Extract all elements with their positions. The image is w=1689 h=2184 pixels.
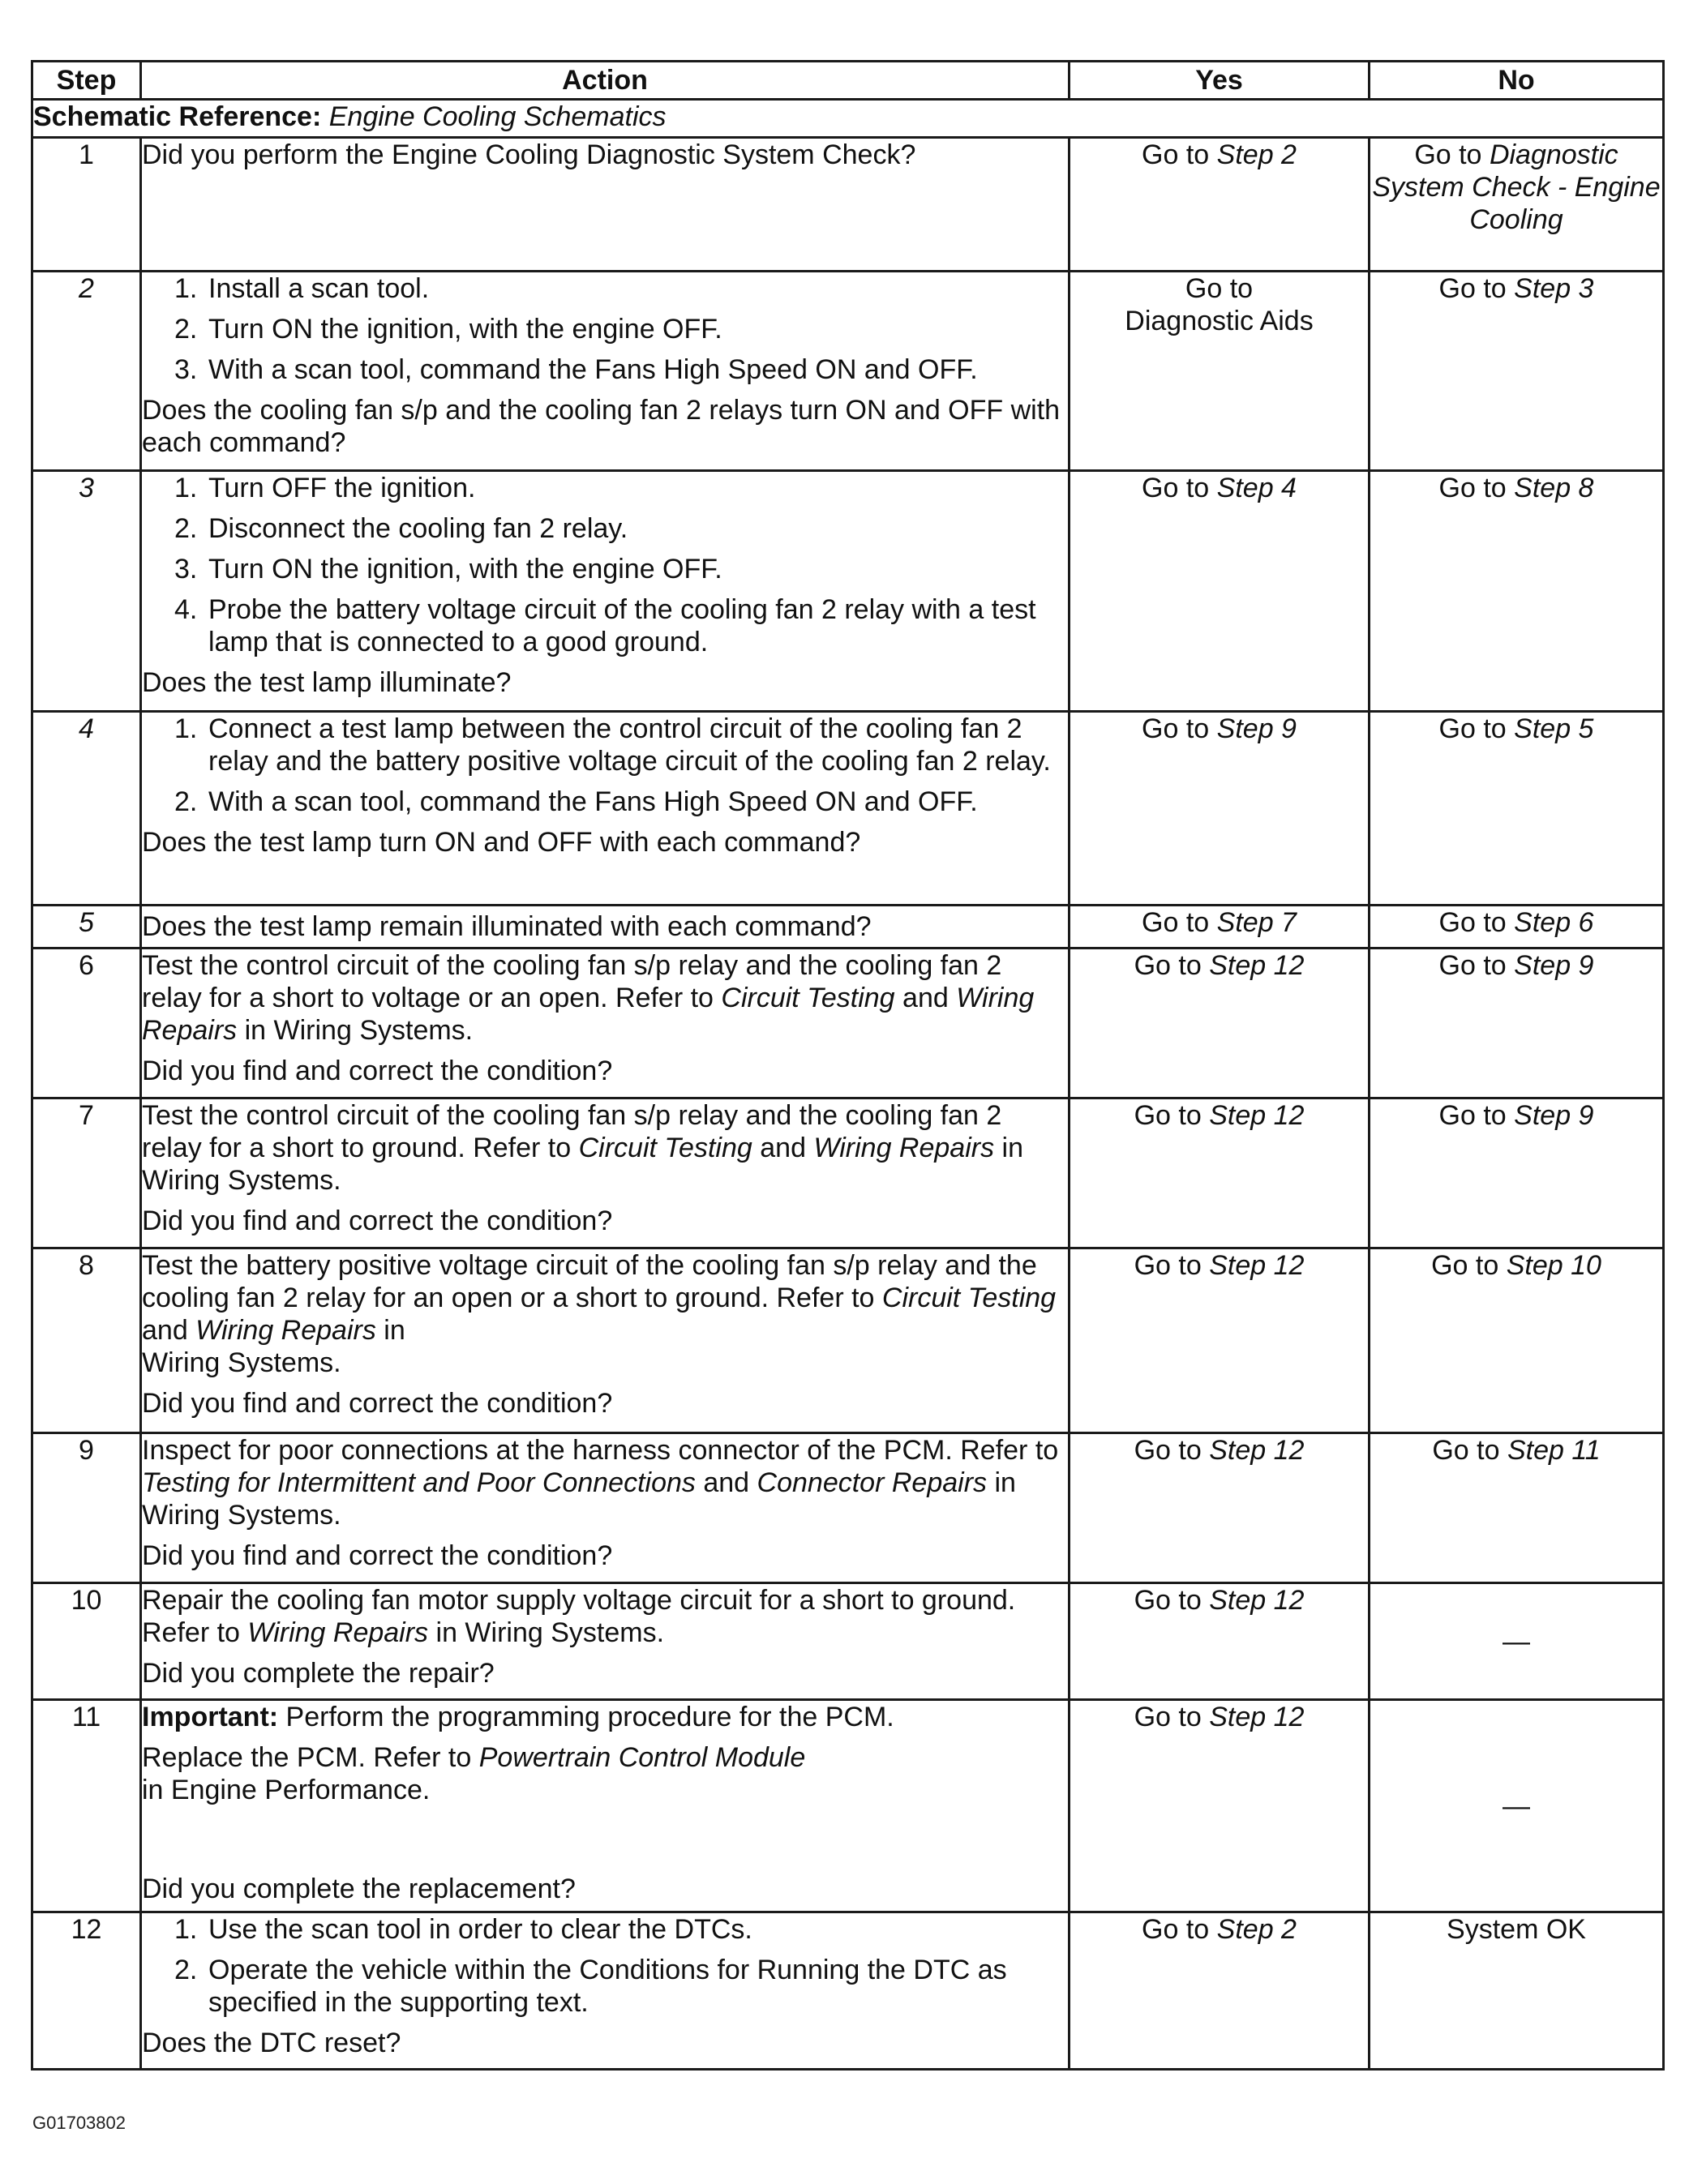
yes-cell: [1070, 1248, 1370, 1433]
list-item: 1. Connect a test lamp between the control circuit of the cooling fan 2 relay and the battery positive voltage circuit of the cooling fan 2 relay.: [174, 713, 1051, 777]
action-question: Did you complete the repair?: [142, 1658, 495, 1689]
header-row: [32, 62, 1664, 100]
action-cell: [141, 272, 1070, 471]
no-prefix: Go to: [1414, 139, 1482, 170]
no-cell: [1370, 272, 1664, 471]
action-cell: [141, 1700, 1070, 1912]
table-row-step-10: [32, 1583, 1664, 1700]
yes-prefix: Go to: [1142, 473, 1210, 503]
wiring-repairs-link[interactable]: Wiring Repairs: [195, 1315, 376, 1346]
yes-cell: [1070, 949, 1370, 1098]
yes-step-link[interactable]: Step 12: [1209, 1250, 1305, 1281]
yes-cell: [1070, 906, 1370, 949]
list-item: 2. Disconnect the cooling fan 2 relay.: [174, 513, 628, 544]
wiring-repairs-link[interactable]: Wiring Repairs: [247, 1617, 429, 1648]
table-row-step-9: [32, 1433, 1664, 1583]
action-question: Did you find and correct the condition?: [142, 1056, 613, 1086]
no-step-link[interactable]: Step 8: [1514, 473, 1594, 503]
action-instruction: Inspect for poor connections at the harness connector of the PCM. Refer to Testing for Intermittent and Poor Connections and Connector Repairs in Wiring Systems.: [142, 1435, 1059, 1531]
header-action: Action: [141, 62, 1070, 100]
yes-prefix: Go to: [1142, 907, 1210, 938]
list-item: 2. With a scan tool, command the Fans High Speed ON and OFF.: [174, 786, 978, 817]
yes-step-link[interactable]: Step 7: [1216, 907, 1297, 938]
schematic-reference: [32, 100, 1664, 138]
yes-step-link[interactable]: Step 2: [1216, 1914, 1297, 1945]
list-item: 2. Turn ON the ignition, with the engine OFF.: [174, 314, 722, 345]
step-number: 12: [32, 1912, 141, 2070]
diagnostic-table-wrapper: [31, 60, 1662, 2071]
table-row-step-2: [32, 272, 1664, 471]
action-cell: [141, 471, 1070, 712]
yes-cell: [1070, 272, 1370, 471]
instruction-list: [142, 713, 1068, 818]
no-prefix: Go to: [1438, 473, 1507, 503]
action-question: Did you complete the replacement?: [142, 1874, 576, 1904]
action-cell: [141, 1098, 1070, 1248]
circuit-testing-link[interactable]: Circuit Testing: [578, 1133, 752, 1163]
yes-cell: [1070, 1583, 1370, 1700]
step-number: 11: [32, 1700, 141, 1912]
yes-prefix: Go to: [1134, 1100, 1202, 1131]
step-number: 5: [32, 906, 141, 949]
action-question: Does the test lamp remain illuminated with each command?: [142, 911, 872, 942]
figure-id: G01703802: [32, 2113, 126, 2133]
no-cell: [1370, 949, 1664, 1098]
yes-cell: [1070, 1912, 1370, 2070]
action-cell: [141, 138, 1070, 272]
list-item: 3. Turn ON the ignition, with the engine OFF.: [174, 554, 722, 585]
action-question: Does the test lamp turn ON and OFF with each command?: [142, 827, 861, 858]
no-prefix: Go to: [1438, 950, 1507, 981]
step-number: 7: [32, 1098, 141, 1248]
yes-step-link[interactable]: Step 4: [1216, 473, 1297, 503]
no-step-link[interactable]: Step 9: [1514, 1100, 1594, 1131]
action-cell: [141, 906, 1070, 949]
no-cell: [1370, 1248, 1664, 1433]
action-cell: [141, 1912, 1070, 2070]
no-cell: —: [1370, 1583, 1664, 1700]
yes-step-link[interactable]: Step 12: [1209, 1585, 1305, 1616]
action-question: Does the test lamp illuminate?: [142, 667, 512, 698]
circuit-testing-link[interactable]: Circuit Testing: [881, 1283, 1057, 1313]
no-prefix: Go to: [1438, 273, 1507, 304]
action-instruction: Test the control circuit of the cooling fan s/p relay and the cooling fan 2 relay for a short to voltage or an open. Refer to Circuit Testing and Wiring Repairs in Wiring Systems.: [142, 950, 1035, 1046]
yes-diagnostic-aids-link[interactable]: Diagnostic Aids: [1125, 306, 1314, 336]
yes-prefix: Go to: [1134, 1435, 1202, 1466]
action-instruction: Test the control circuit of the cooling fan s/p relay and the cooling fan 2 relay for a short to ground. Refer to Circuit Testing and Wiring Repairs in Wiring Systems.: [142, 1100, 1024, 1196]
step-number: 9: [32, 1433, 141, 1583]
step-number: 4: [32, 712, 141, 906]
table-row-step-8: [32, 1248, 1664, 1433]
yes-prefix: Go to: [1134, 1585, 1202, 1616]
instruction-list: [142, 472, 1068, 658]
action-instruction: Replace the PCM. Refer to Powertrain Control Module in Engine Performance.: [142, 1742, 806, 1805]
action-cell: [141, 712, 1070, 906]
list-item: 1. Install a scan tool.: [174, 273, 430, 304]
action-instruction: Repair the cooling fan motor supply voltage circuit for a short to ground. Refer to Wiring Repairs in Wiring Systems.: [142, 1585, 1016, 1648]
header-no: No: [1370, 62, 1664, 100]
table-row-step-6: [32, 949, 1664, 1098]
table-row-step-3: [32, 471, 1664, 712]
yes-prefix: Go to: [1134, 1702, 1202, 1732]
no-cell: [1370, 1098, 1664, 1248]
action-cell: [141, 1583, 1070, 1700]
instruction-list: [142, 1913, 1068, 2019]
step-number: 6: [32, 949, 141, 1098]
circuit-testing-link[interactable]: Circuit Testing: [721, 983, 895, 1013]
powertrain-control-module-link[interactable]: Powertrain Control Module: [478, 1742, 806, 1773]
step-number: 8: [32, 1248, 141, 1433]
step-number: 1: [32, 138, 141, 272]
header-yes: Yes: [1070, 62, 1370, 100]
yes-step-link[interactable]: Step 12: [1209, 1435, 1305, 1466]
table-row-step-7: [32, 1098, 1664, 1248]
table-row-step-5: [32, 906, 1664, 949]
no-step-link[interactable]: Step 3: [1514, 273, 1594, 304]
no-step-link[interactable]: Step 5: [1514, 713, 1594, 744]
schematic-reference-row: [32, 100, 1664, 138]
list-item: 3. With a scan tool, command the Fans High Speed ON and OFF.: [174, 354, 978, 385]
action-question: Did you find and correct the condition?: [142, 1540, 613, 1571]
no-prefix: Go to: [1431, 1250, 1499, 1281]
no-step-link[interactable]: Step 9: [1514, 950, 1594, 981]
no-prefix: Go to: [1432, 1435, 1500, 1466]
no-step-link[interactable]: Step 10: [1506, 1250, 1601, 1281]
instruction-list: [142, 272, 1068, 386]
action-cell: [141, 1248, 1070, 1433]
table-row-step-12: [32, 1912, 1664, 2070]
yes-cell: [1070, 1433, 1370, 1583]
list-item: 1. Turn OFF the ignition.: [174, 473, 476, 503]
no-cell: System OK: [1370, 1912, 1664, 2070]
action-question: Does the DTC reset?: [142, 2028, 401, 2058]
yes-prefix: Go to: [1142, 1914, 1210, 1945]
yes-prefix: Go to: [1185, 273, 1254, 304]
no-cell: [1370, 906, 1664, 949]
list-item: 1. Use the scan tool in order to clear the DTCs.: [174, 1914, 752, 1945]
diagnostic-table: [31, 60, 1665, 2071]
no-link-diagnostic-system-check[interactable]: Diagnostic System Check - Engine Cooling: [1372, 139, 1661, 235]
no-step-link[interactable]: Step 6: [1514, 907, 1594, 938]
no-prefix: Go to: [1438, 907, 1507, 938]
action-cell: [141, 949, 1070, 1098]
yes-cell: [1070, 1700, 1370, 1912]
wiring-repairs-link[interactable]: Wiring Repairs: [813, 1133, 995, 1163]
yes-step-link[interactable]: Step 9: [1216, 713, 1297, 744]
yes-cell: [1070, 471, 1370, 712]
step-number: 2: [32, 272, 141, 471]
no-cell: [1370, 712, 1664, 906]
action-question: Did you find and correct the condition?: [142, 1205, 613, 1236]
important-note: Important: Perform the programming procedure for the PCM.: [142, 1702, 894, 1732]
action-cell: [141, 1433, 1070, 1583]
step-number: 3: [32, 471, 141, 712]
no-prefix: Go to: [1438, 1100, 1507, 1131]
no-cell: [1370, 138, 1664, 272]
list-item: 4. Probe the battery voltage circuit of the cooling fan 2 relay with a test lamp that is connected to a good ground.: [174, 594, 1036, 657]
schematic-reference-link[interactable]: Engine Cooling Schematics: [328, 101, 667, 132]
yes-step-link[interactable]: Step 12: [1209, 950, 1305, 981]
yes-step-link[interactable]: Step 2: [1216, 139, 1297, 170]
action-question: Did you perform the Engine Cooling Diagnostic System Check?: [142, 139, 916, 170]
no-cell: —: [1370, 1700, 1664, 1912]
yes-prefix: Go to: [1142, 139, 1210, 170]
yes-step-link[interactable]: Step 12: [1209, 1100, 1305, 1131]
yes-prefix: Go to: [1134, 1250, 1202, 1281]
yes-cell: [1070, 138, 1370, 272]
step-number: 10: [32, 1583, 141, 1700]
yes-prefix: Go to: [1142, 713, 1210, 744]
no-prefix: Go to: [1438, 713, 1507, 744]
wiring-repairs-link[interactable]: Wiring Repairs: [142, 983, 1035, 1046]
no-step-link[interactable]: Step 11: [1507, 1435, 1601, 1466]
testing-intermittent-link[interactable]: Testing for Intermittent and Poor Connections: [142, 1467, 696, 1498]
action-instruction-cont: Wiring Systems.: [142, 1347, 341, 1378]
table-row-step-11: [32, 1700, 1664, 1912]
no-cell: [1370, 471, 1664, 712]
schematic-reference-label: Schematic Reference:: [33, 101, 322, 132]
yes-cell: [1070, 1098, 1370, 1248]
yes-prefix: Go to: [1134, 950, 1202, 981]
no-cell: [1370, 1433, 1664, 1583]
table-row-step-4: [32, 712, 1664, 906]
table-row-step-1: [32, 138, 1664, 272]
important-label: Important:: [142, 1702, 279, 1732]
connector-repairs-link[interactable]: Connector Repairs: [757, 1467, 988, 1498]
header-step: Step: [32, 62, 141, 100]
action-question: Did you find and correct the condition?: [142, 1388, 613, 1419]
action-instruction: Test the battery positive voltage circuit of the cooling fan s/p relay and the cooling fan 2 relay for an open or a short to ground. Refer to Circuit Testing and Wiring Repairs in: [142, 1250, 1057, 1346]
yes-step-link[interactable]: Step 12: [1209, 1702, 1305, 1732]
list-item: 2. Operate the vehicle within the Conditions for Running the DTC as specified in the supporting text.: [174, 1955, 1007, 2018]
action-question: Does the cooling fan s/p and the cooling fan 2 relays turn ON and OFF with each command?: [142, 395, 1061, 458]
yes-cell: [1070, 712, 1370, 906]
